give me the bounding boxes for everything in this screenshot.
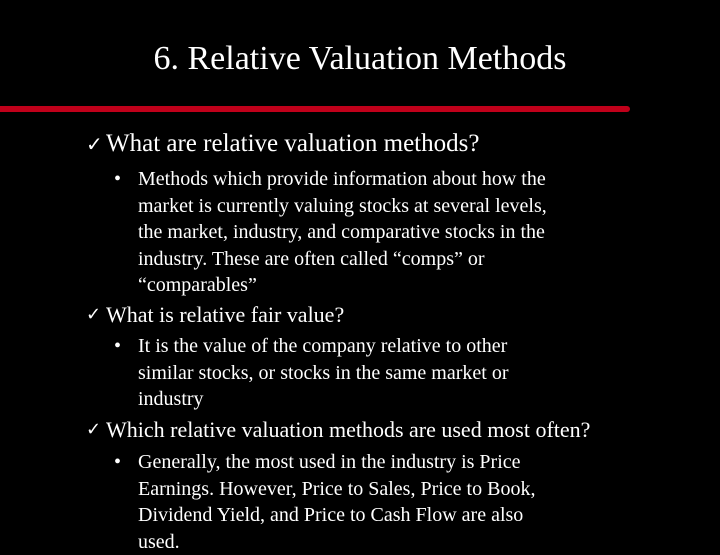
bullet-icon: • bbox=[114, 166, 121, 192]
check-mark-icon: ✓ bbox=[86, 417, 101, 443]
answer-line: the market, industry, and comparative stocks in the bbox=[138, 219, 678, 246]
answer-3 bbox=[138, 449, 678, 555]
bullet-icon: • bbox=[114, 449, 121, 475]
bullet-icon: • bbox=[114, 333, 121, 359]
question-3: Which relative valuation methods are used most often? bbox=[106, 417, 590, 443]
answer-1 bbox=[138, 166, 678, 299]
answer-line: used. bbox=[138, 529, 678, 555]
slide-title: 6. Relative Valuation Methods bbox=[0, 38, 720, 80]
question-2: What is relative fair value? bbox=[106, 302, 344, 328]
answer-line: Earnings. However, Price to Sales, Price to Book, bbox=[138, 476, 678, 503]
answer-line: “comparables” bbox=[138, 272, 678, 299]
answer-line: It is the value of the company relative to other bbox=[138, 333, 678, 360]
answer-line: industry. These are often called “comps” or bbox=[138, 246, 678, 273]
answer-line: Methods which provide information about how the bbox=[138, 166, 678, 193]
answer-line: similar stocks, or stocks in the same market or bbox=[138, 360, 678, 387]
answer-2 bbox=[138, 333, 678, 413]
answer-line: market is currently valuing stocks at several levels, bbox=[138, 193, 678, 220]
answer-line: Generally, the most used in the industry is Price bbox=[138, 449, 678, 476]
check-mark-icon: ✓ bbox=[86, 131, 103, 157]
answer-line: Dividend Yield, and Price to Cash Flow are also bbox=[138, 502, 678, 529]
question-1: What are relative valuation methods? bbox=[106, 131, 479, 157]
answer-line: industry bbox=[138, 386, 678, 413]
check-mark-icon: ✓ bbox=[86, 302, 101, 328]
